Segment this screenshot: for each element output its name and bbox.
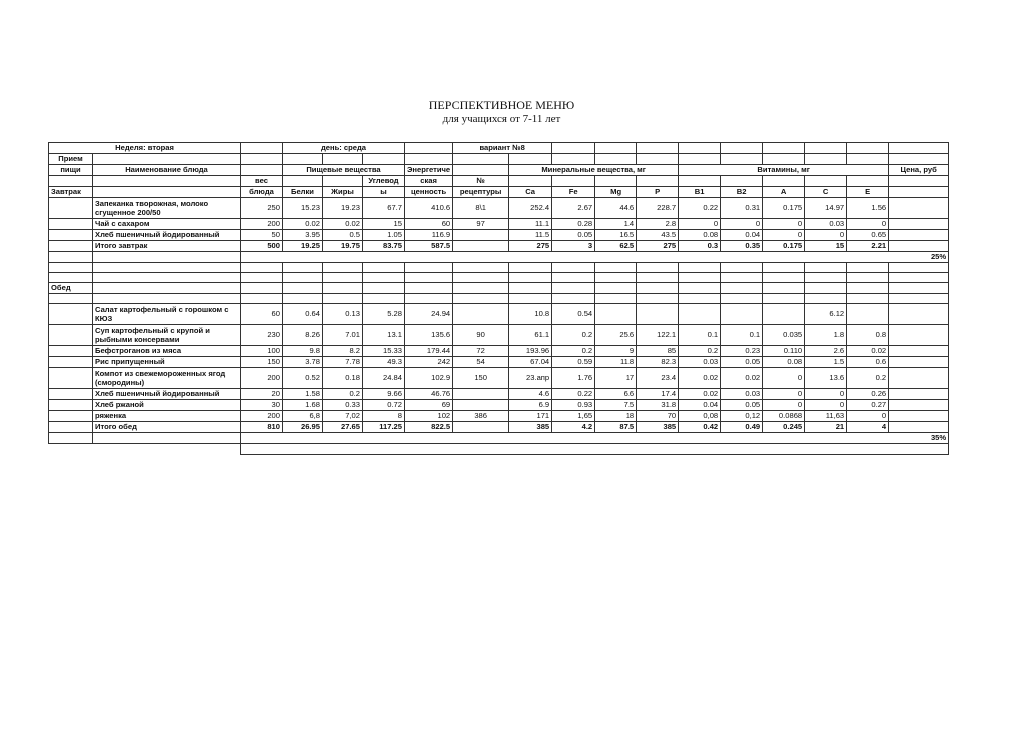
cell-b1: 0.42	[679, 422, 721, 433]
cell-c: 14.97	[805, 198, 847, 219]
cell-fe: 1,65	[552, 411, 595, 422]
cell-e: 0.65	[847, 230, 889, 241]
cell-recipe	[453, 422, 509, 433]
cell-recipe: 386	[453, 411, 509, 422]
cell-e	[847, 304, 889, 325]
cell-weight: 500	[241, 241, 283, 252]
dish-name: Итого завтрак	[93, 241, 241, 252]
cell-fats: 7.01	[323, 325, 363, 346]
cell-recipe	[453, 241, 509, 252]
cell-fe: 0.05	[552, 230, 595, 241]
cell-c: 2.6	[805, 346, 847, 357]
cell-e: 2.21	[847, 241, 889, 252]
cell-fats: 0.02	[323, 219, 363, 230]
cell-b1: 0.1	[679, 325, 721, 346]
lunch-label: Обед	[49, 283, 93, 294]
cell-recipe	[453, 400, 509, 411]
minerals-header: Минеральные вещества, мг	[509, 165, 679, 176]
cell-p	[637, 304, 679, 325]
cell-ca: 193.96	[509, 346, 552, 357]
nutrients-header: Пищевые вещества	[283, 165, 405, 176]
cell-proteins: 15.23	[283, 198, 323, 219]
cell-fats: 0.33	[323, 400, 363, 411]
cell-energy: 179.44	[405, 346, 453, 357]
cell-weight: 50	[241, 230, 283, 241]
cell-b2: 0.05	[721, 400, 763, 411]
blank-row	[49, 294, 949, 304]
cell-proteins: 1.58	[283, 389, 323, 400]
table-row	[49, 219, 949, 230]
cell-weight: 810	[241, 422, 283, 433]
cell-p: 385	[637, 422, 679, 433]
table-row	[49, 325, 949, 346]
cell-b2: 0.31	[721, 198, 763, 219]
blank-row	[49, 263, 949, 273]
cell-a	[763, 304, 805, 325]
cell-carbs: 67.7	[363, 198, 405, 219]
cell-fe: 0.22	[552, 389, 595, 400]
cell-b2: 0.04	[721, 230, 763, 241]
cell-b1: 0	[679, 219, 721, 230]
cell-c: 0	[805, 400, 847, 411]
cell-fe: 1.76	[552, 368, 595, 389]
variant-label: вариант №8	[453, 143, 552, 154]
cell-p: 228.7	[637, 198, 679, 219]
cell-mg: 25.6	[595, 325, 637, 346]
cell-ca: 385	[509, 422, 552, 433]
cell-recipe: 72	[453, 346, 509, 357]
cell-proteins: 0.52	[283, 368, 323, 389]
dish-name: Бефстроганов из мяса	[93, 346, 241, 357]
cell-c: 21	[805, 422, 847, 433]
cell-mg: 87.5	[595, 422, 637, 433]
cell-b2	[721, 304, 763, 325]
cell-c: 6.12	[805, 304, 847, 325]
cell-recipe: 97	[453, 219, 509, 230]
table-row	[49, 346, 949, 357]
cell-b1: 0,08	[679, 411, 721, 422]
cell-fe: 3	[552, 241, 595, 252]
cell-mg: 6.6	[595, 389, 637, 400]
cell-energy: 60	[405, 219, 453, 230]
table-row	[49, 368, 949, 389]
vitamins-header: Витамины, мг	[679, 165, 889, 176]
cell-mg: 7.5	[595, 400, 637, 411]
cell-ca: 6.9	[509, 400, 552, 411]
cell-p: 43.5	[637, 230, 679, 241]
cell-mg: 62.5	[595, 241, 637, 252]
cell-fats: 7,02	[323, 411, 363, 422]
cell-weight: 100	[241, 346, 283, 357]
cell-fe: 0.93	[552, 400, 595, 411]
dish-name: Хлеб пшеничный йодированный	[93, 389, 241, 400]
cell-ca: 4.6	[509, 389, 552, 400]
table-row	[49, 198, 949, 219]
header-row-1	[49, 154, 949, 165]
cell-carbs: 8	[363, 411, 405, 422]
cell-p: 82.3	[637, 357, 679, 368]
cell-ca: 67.04	[509, 357, 552, 368]
cell-e: 0	[847, 411, 889, 422]
lunch-total-row	[49, 422, 949, 433]
cell-e: 0.26	[847, 389, 889, 400]
table-row	[49, 357, 949, 368]
cell-p: 17.4	[637, 389, 679, 400]
cell-b2: 0.23	[721, 346, 763, 357]
dish-name: Хлеб ржаной	[93, 400, 241, 411]
cell-p: 70	[637, 411, 679, 422]
cell-p: 23.4	[637, 368, 679, 389]
cell-c: 1.8	[805, 325, 847, 346]
table-row	[49, 304, 949, 325]
breakfast-percent-row	[49, 252, 949, 263]
cell-carbs: 83.75	[363, 241, 405, 252]
cell-carbs: 1.05	[363, 230, 405, 241]
cell-mg: 18	[595, 411, 637, 422]
cell-recipe	[453, 230, 509, 241]
breakfast-total-row	[49, 241, 949, 252]
cell-e: 1.56	[847, 198, 889, 219]
cell-e: 0.02	[847, 346, 889, 357]
cell-p: 31.8	[637, 400, 679, 411]
cell-b2: 0.03	[721, 389, 763, 400]
cell-b1: 0.22	[679, 198, 721, 219]
dish-name: Запеканка творожная, молоко сгущенное 200/50	[93, 198, 241, 219]
cell-ca: 171	[509, 411, 552, 422]
cell-fats: 19.75	[323, 241, 363, 252]
cell-b1: 0.08	[679, 230, 721, 241]
cell-b1	[679, 304, 721, 325]
cell-b1: 0.04	[679, 400, 721, 411]
cell-a: 0.110	[763, 346, 805, 357]
cell-proteins: 6,8	[283, 411, 323, 422]
cell-proteins: 0.02	[283, 219, 323, 230]
cell-a: 0	[763, 400, 805, 411]
cell-b1: 0.2	[679, 346, 721, 357]
cell-a: 0.08	[763, 357, 805, 368]
dish-name: Рис припущенный	[93, 357, 241, 368]
cell-e: 0.6	[847, 357, 889, 368]
dish-name: Салат картофельный с горошком с КЮЗ	[93, 304, 241, 325]
cell-c: 0.03	[805, 219, 847, 230]
cell-fats: 0.5	[323, 230, 363, 241]
table-row	[49, 389, 949, 400]
day-label: день: среда	[283, 143, 405, 154]
lunch-label-row	[49, 283, 949, 294]
cell-ca: 61.1	[509, 325, 552, 346]
cell-weight: 250	[241, 198, 283, 219]
cell-fats: 8.2	[323, 346, 363, 357]
cell-p: 2.8	[637, 219, 679, 230]
cell-energy: 242	[405, 357, 453, 368]
cell-energy: 46.76	[405, 389, 453, 400]
cell-ca: 23.апр	[509, 368, 552, 389]
cell-weight: 200	[241, 368, 283, 389]
cell-e: 0.2	[847, 368, 889, 389]
cell-fats: 0.18	[323, 368, 363, 389]
cell-carbs: 117.25	[363, 422, 405, 433]
trailing-row	[49, 444, 949, 455]
cell-fe: 0.59	[552, 357, 595, 368]
table-meta-row	[49, 143, 949, 154]
blank-row	[49, 273, 949, 283]
cell-proteins: 0.64	[283, 304, 323, 325]
cell-weight: 230	[241, 325, 283, 346]
cell-fe: 4.2	[552, 422, 595, 433]
cell-carbs: 9.66	[363, 389, 405, 400]
cell-c: 1.5	[805, 357, 847, 368]
cell-mg: 11.8	[595, 357, 637, 368]
cell-carbs: 0.72	[363, 400, 405, 411]
cell-fe: 0.54	[552, 304, 595, 325]
cell-c: 0	[805, 230, 847, 241]
table-row	[49, 411, 949, 422]
cell-weight: 30	[241, 400, 283, 411]
cell-fe: 2.67	[552, 198, 595, 219]
cell-energy: 822.5	[405, 422, 453, 433]
cell-energy: 410.6	[405, 198, 453, 219]
header-row-3: вес Углевод ская №	[49, 176, 949, 187]
cell-a: 0	[763, 389, 805, 400]
cell-fats: 19.23	[323, 198, 363, 219]
cell-mg: 1.4	[595, 219, 637, 230]
dish-name-header: Наименование блюда	[93, 165, 241, 176]
cell-fats: 0.13	[323, 304, 363, 325]
cell-fats: 0.2	[323, 389, 363, 400]
cell-ca: 275	[509, 241, 552, 252]
cell-proteins: 3.95	[283, 230, 323, 241]
cell-b1: 0.03	[679, 357, 721, 368]
cell-mg: 9	[595, 346, 637, 357]
cell-energy: 24.94	[405, 304, 453, 325]
cell-energy: 135.6	[405, 325, 453, 346]
cell-p: 122.1	[637, 325, 679, 346]
cell-ca: 10.8	[509, 304, 552, 325]
dish-name: Суп картофельный с крупой и рыбными консервами	[93, 325, 241, 346]
page-title: ПЕРСПЕКТИВНОЕ МЕНЮ	[428, 98, 575, 112]
cell-recipe: 54	[453, 357, 509, 368]
cell-b2: 0	[721, 219, 763, 230]
cell-fats: 7.78	[323, 357, 363, 368]
cell-b2: 0.1	[721, 325, 763, 346]
dish-name: Чай с сахаром	[93, 219, 241, 230]
menu-table	[48, 142, 949, 455]
dish-name: Хлеб пшеничный йодированный	[93, 230, 241, 241]
cell-carbs: 24.84	[363, 368, 405, 389]
cell-a: 0.035	[763, 325, 805, 346]
price-header: Цена, руб	[889, 165, 949, 176]
cell-weight: 200	[241, 411, 283, 422]
cell-proteins: 1.68	[283, 400, 323, 411]
cell-mg	[595, 304, 637, 325]
cell-carbs: 13.1	[363, 325, 405, 346]
cell-mg: 16.5	[595, 230, 637, 241]
cell-recipe	[453, 304, 509, 325]
cell-recipe	[453, 389, 509, 400]
cell-proteins: 8.26	[283, 325, 323, 346]
cell-a: 0	[763, 219, 805, 230]
cell-a: 0	[763, 368, 805, 389]
cell-recipe: 90	[453, 325, 509, 346]
dish-name: ряженка	[93, 411, 241, 422]
cell-fe: 0.2	[552, 346, 595, 357]
header-row-2: пищи Наименование блюда Пищевые вещества Энергетиче Минеральные вещества, мг Витамины, мг Цена, руб	[49, 165, 949, 176]
page-subtitle: для учащихся от 7-11 лет	[442, 113, 561, 125]
percent-cell: 35%	[241, 433, 949, 444]
cell-b2: 0,12	[721, 411, 763, 422]
cell-a: 0.0868	[763, 411, 805, 422]
cell-ca: 11.1	[509, 219, 552, 230]
cell-carbs: 15.33	[363, 346, 405, 357]
cell-b2: 0.35	[721, 241, 763, 252]
cell-a: 0.175	[763, 198, 805, 219]
cell-c: 15	[805, 241, 847, 252]
cell-b2: 0.05	[721, 357, 763, 368]
cell-energy: 69	[405, 400, 453, 411]
cell-c: 11,63	[805, 411, 847, 422]
cell-energy: 102	[405, 411, 453, 422]
cell-fe: 0.2	[552, 325, 595, 346]
cell-proteins: 3.78	[283, 357, 323, 368]
table-row	[49, 230, 949, 241]
cell-a: 0.175	[763, 241, 805, 252]
dish-name: Итого обед	[93, 422, 241, 433]
cell-weight: 200	[241, 219, 283, 230]
cell-fe: 0.28	[552, 219, 595, 230]
lunch-percent-row	[49, 433, 949, 444]
cell-carbs: 5.28	[363, 304, 405, 325]
cell-e: 0.27	[847, 400, 889, 411]
week-label: Неделя: вторая	[49, 143, 241, 154]
cell-proteins: 26.95	[283, 422, 323, 433]
cell-a: 0.245	[763, 422, 805, 433]
cell-mg: 17	[595, 368, 637, 389]
header-row-4: Завтрак блюда Белки Жиры ы ценность рецептуры Ca Fe Mg P B1 B2 A C E	[49, 187, 949, 198]
meal-header: Прием	[49, 154, 93, 165]
cell-e: 0.8	[847, 325, 889, 346]
cell-ca: 252.4	[509, 198, 552, 219]
cell-proteins: 19.25	[283, 241, 323, 252]
cell-p: 85	[637, 346, 679, 357]
cell-b1: 0.3	[679, 241, 721, 252]
cell-recipe: 8\1	[453, 198, 509, 219]
table-row	[49, 400, 949, 411]
cell-a: 0	[763, 230, 805, 241]
breakfast-label: Завтрак	[49, 187, 93, 198]
cell-b2: 0.49	[721, 422, 763, 433]
cell-energy: 116.9	[405, 230, 453, 241]
cell-carbs: 49.3	[363, 357, 405, 368]
percent-cell: 25%	[241, 252, 949, 263]
cell-mg: 44.6	[595, 198, 637, 219]
cell-fats: 27.65	[323, 422, 363, 433]
cell-carbs: 15	[363, 219, 405, 230]
cell-b1: 0.02	[679, 389, 721, 400]
cell-e: 4	[847, 422, 889, 433]
cell-e: 0	[847, 219, 889, 230]
cell-energy: 102.9	[405, 368, 453, 389]
cell-proteins: 9.8	[283, 346, 323, 357]
cell-ca: 11.5	[509, 230, 552, 241]
cell-b1: 0.02	[679, 368, 721, 389]
cell-weight: 20	[241, 389, 283, 400]
cell-recipe: 150	[453, 368, 509, 389]
cell-b2: 0.02	[721, 368, 763, 389]
cell-p: 275	[637, 241, 679, 252]
cell-weight: 150	[241, 357, 283, 368]
cell-c: 0	[805, 389, 847, 400]
cell-c: 13.6	[805, 368, 847, 389]
cell-weight: 60	[241, 304, 283, 325]
cell-energy: 587.5	[405, 241, 453, 252]
dish-name: Компот из свежемороженных ягод (смородины)	[93, 368, 241, 389]
